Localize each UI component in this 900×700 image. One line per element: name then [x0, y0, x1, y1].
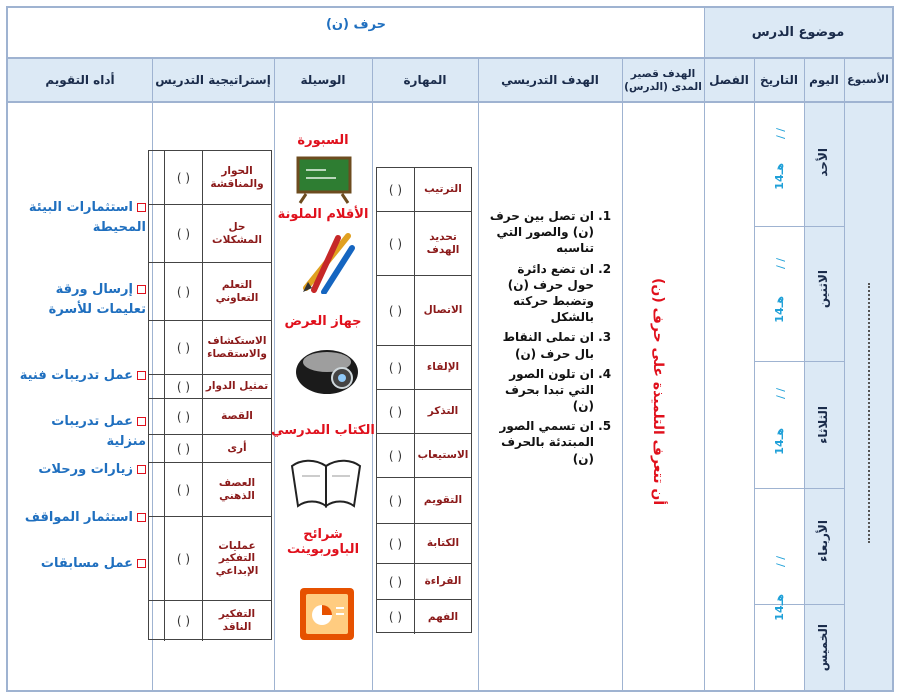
strategy-label: حل المشكلات	[212, 220, 262, 246]
date-tuesday: 14هـ	[773, 428, 786, 455]
strategy-row	[149, 321, 271, 375]
strategy-label: العصف الذهني	[218, 476, 256, 502]
skill-label: الترتيب	[424, 183, 462, 196]
day-wednesday: الأربعاء	[816, 520, 830, 562]
skill-row	[377, 212, 471, 276]
col-teaching-goal: الهدف التدريسي	[501, 72, 599, 87]
skill-label: الإلقاء	[426, 361, 460, 374]
evaluation-label: استثمار المواقف	[24, 510, 133, 525]
projector-icon	[292, 338, 362, 400]
strategy-row	[149, 435, 271, 463]
evaluation-label: عمل تدريبات منزلية	[51, 414, 146, 450]
divider	[754, 361, 844, 362]
checkbox-icon	[137, 371, 146, 380]
divider	[372, 59, 373, 690]
skill-check[interactable]: ( )	[377, 564, 415, 599]
skill-label: الاتصال	[423, 304, 463, 317]
strategy-check[interactable]: ( )	[165, 435, 203, 462]
skills-table	[376, 167, 472, 633]
strategy-check[interactable]: ( )	[165, 321, 203, 374]
short-goal-text: أن تتعرف التلميذة على حرف (ن)	[650, 278, 666, 506]
colored-pencils-icon	[298, 228, 358, 294]
means-label-blackboard: السبورة	[297, 133, 349, 148]
week-dots	[845, 283, 892, 543]
strategy-check[interactable]: ( )	[165, 263, 203, 320]
objective-3: 3. ان تملى النقاط بال حرف (ن)	[488, 329, 594, 361]
evaluation-item[interactable]	[16, 198, 146, 238]
strategy-row	[149, 601, 271, 641]
strategy-label: عمليات التفكير الإبداعي	[215, 539, 259, 577]
col-class: الفصل	[709, 72, 749, 87]
evaluation-label: إرسال ورقة تعليمات للأسرة	[48, 282, 146, 318]
evaluation-item[interactable]	[16, 460, 146, 480]
divider	[754, 604, 844, 605]
strategy-check[interactable]: ( )	[165, 399, 203, 434]
col-means: الوسيلة	[300, 72, 346, 87]
strategy-label: تمثيل الدوار	[205, 380, 269, 393]
skill-check[interactable]: ( )	[377, 478, 415, 523]
strategy-check[interactable]: ( )	[165, 205, 203, 262]
skill-row	[377, 276, 471, 346]
skill-label: التقويم	[423, 494, 463, 507]
strategy-label: التعلم التعاوني	[215, 278, 259, 304]
checkbox-icon	[137, 285, 146, 294]
skill-check[interactable]: ( )	[377, 346, 415, 389]
checkbox-icon	[137, 559, 146, 568]
skill-label: الفهم	[427, 610, 459, 623]
divider	[622, 59, 623, 690]
skill-label: الاستيعاب	[417, 449, 469, 462]
evaluation-item[interactable]	[16, 366, 146, 386]
blackboard-icon	[292, 156, 356, 204]
strategy-label: الحوار والمناقشة	[210, 164, 264, 190]
strategy-row	[149, 151, 271, 205]
means-label-pencils: الأقلام الملونة	[277, 207, 369, 222]
means-label-projector: جهاز العرض	[284, 314, 362, 329]
evaluation-label: استثمارات البيئة المحيطة	[28, 200, 146, 236]
divider	[274, 59, 275, 690]
evaluation-label: عمل مسابقات	[40, 556, 133, 571]
divider	[754, 488, 844, 489]
skill-row	[377, 346, 471, 390]
lesson-topic-label: موضوع الدرس	[751, 24, 845, 40]
date-slashes: / /	[774, 128, 787, 139]
objective-4: 4. ان تلون الصور التي تبدا بحرف (ن)	[488, 366, 594, 415]
divider	[704, 8, 705, 690]
skill-label: تحديد الهدف	[426, 230, 460, 256]
strategy-row	[149, 263, 271, 321]
evaluation-item[interactable]	[16, 554, 146, 574]
means-label-powerpoint: شرائح الباوربوينت	[286, 527, 360, 557]
checkbox-icon	[137, 203, 146, 212]
evaluation-list	[12, 188, 146, 608]
checkbox-icon	[137, 417, 146, 426]
evaluation-item[interactable]	[16, 508, 146, 528]
skill-row	[377, 478, 471, 524]
skill-check[interactable]: ( )	[377, 524, 415, 563]
skill-check[interactable]: ( )	[377, 212, 415, 275]
date-slashes: / /	[774, 388, 787, 399]
divider	[754, 226, 844, 227]
strategy-label: الاستكشاف والاستقصاء	[207, 334, 267, 360]
skill-check[interactable]: ( )	[377, 600, 415, 634]
strategy-row	[149, 205, 271, 263]
divider	[8, 102, 892, 103]
objective-2: 2. ان تضع دائرة حول حرف (ن) وتضبط حركته بالشكل	[488, 261, 594, 326]
evaluation-label: زيارات ورحلات	[38, 462, 133, 477]
skill-row	[377, 434, 471, 478]
col-day: اليوم	[809, 72, 839, 87]
strategy-check[interactable]: ( )	[165, 463, 203, 516]
col-short-goal: الهدف قصير المدى (الدرس)	[624, 68, 702, 93]
strategy-row	[149, 463, 271, 517]
date-monday: 14هـ	[773, 296, 786, 323]
strategy-label: التفكير الناقد	[218, 608, 256, 633]
day-monday: الاثنين	[816, 270, 830, 309]
skill-check[interactable]: ( )	[377, 276, 415, 345]
divider	[478, 59, 479, 690]
skill-row	[377, 600, 471, 634]
checkbox-icon	[137, 465, 146, 474]
skill-row	[377, 168, 471, 212]
skill-row	[377, 524, 471, 564]
strategy-check[interactable]: ( )	[165, 601, 203, 641]
divider	[754, 59, 755, 690]
skill-check[interactable]: ( )	[377, 390, 415, 433]
day-tuesday: الثلاثاء	[816, 406, 830, 444]
means-label-book: الكتاب المدرسي	[271, 423, 375, 438]
week-cell	[845, 103, 892, 690]
lesson-title: حرف (ن)	[325, 16, 387, 32]
strategy-check[interactable]: ( )	[165, 517, 203, 600]
objective-5: 5. ان تسمي الصور المبتدئة بالحرف (ن)	[488, 418, 594, 467]
skill-row	[377, 564, 471, 600]
strategy-table	[148, 150, 272, 640]
skill-label: الكتابة	[426, 537, 460, 550]
col-date: التاريخ	[759, 72, 799, 87]
powerpoint-icon	[296, 584, 358, 644]
col-skill: المهارة	[403, 72, 447, 87]
objectives-list	[488, 208, 616, 471]
strategy-row	[149, 399, 271, 435]
evaluation-label: عمل تدريبات فنية	[19, 368, 133, 383]
skill-check[interactable]: ( )	[377, 168, 415, 211]
evaluation-item[interactable]	[16, 412, 146, 452]
strategy-row	[149, 517, 271, 601]
skill-label: التذكر	[427, 405, 459, 418]
skill-row	[377, 390, 471, 434]
objective-1: 1. ان تصل بين حرف (ن) والصور التي تناسبه	[488, 208, 594, 257]
date-wednesday: 14هـ	[773, 594, 786, 621]
col-week: الأسبوع	[847, 73, 889, 87]
day-thursday: الخميس	[816, 624, 830, 672]
strategy-check[interactable]: ( )	[165, 375, 203, 398]
col-strategy: إستراتيجية التدريس	[155, 72, 271, 87]
lesson-plan-table	[6, 6, 894, 692]
skill-check[interactable]: ( )	[377, 434, 415, 477]
strategy-row	[149, 375, 271, 399]
col-evaluation: أداه التقويم	[45, 72, 115, 87]
date-slashes: / /	[774, 556, 787, 567]
strategy-check[interactable]: ( )	[165, 151, 203, 204]
open-book-icon	[288, 452, 364, 512]
date-sunday: 14هـ	[773, 163, 786, 190]
strategy-label: أرى	[227, 442, 247, 455]
evaluation-item[interactable]	[16, 280, 146, 320]
checkbox-icon	[137, 513, 146, 522]
strategy-label: القصة	[221, 410, 253, 423]
skill-label: القراءة	[424, 575, 462, 588]
day-column	[805, 103, 844, 690]
day-sunday: الأحد	[816, 148, 830, 177]
lesson-topic-cell	[704, 8, 892, 58]
date-slashes: / /	[774, 258, 787, 269]
title-row	[8, 8, 704, 58]
